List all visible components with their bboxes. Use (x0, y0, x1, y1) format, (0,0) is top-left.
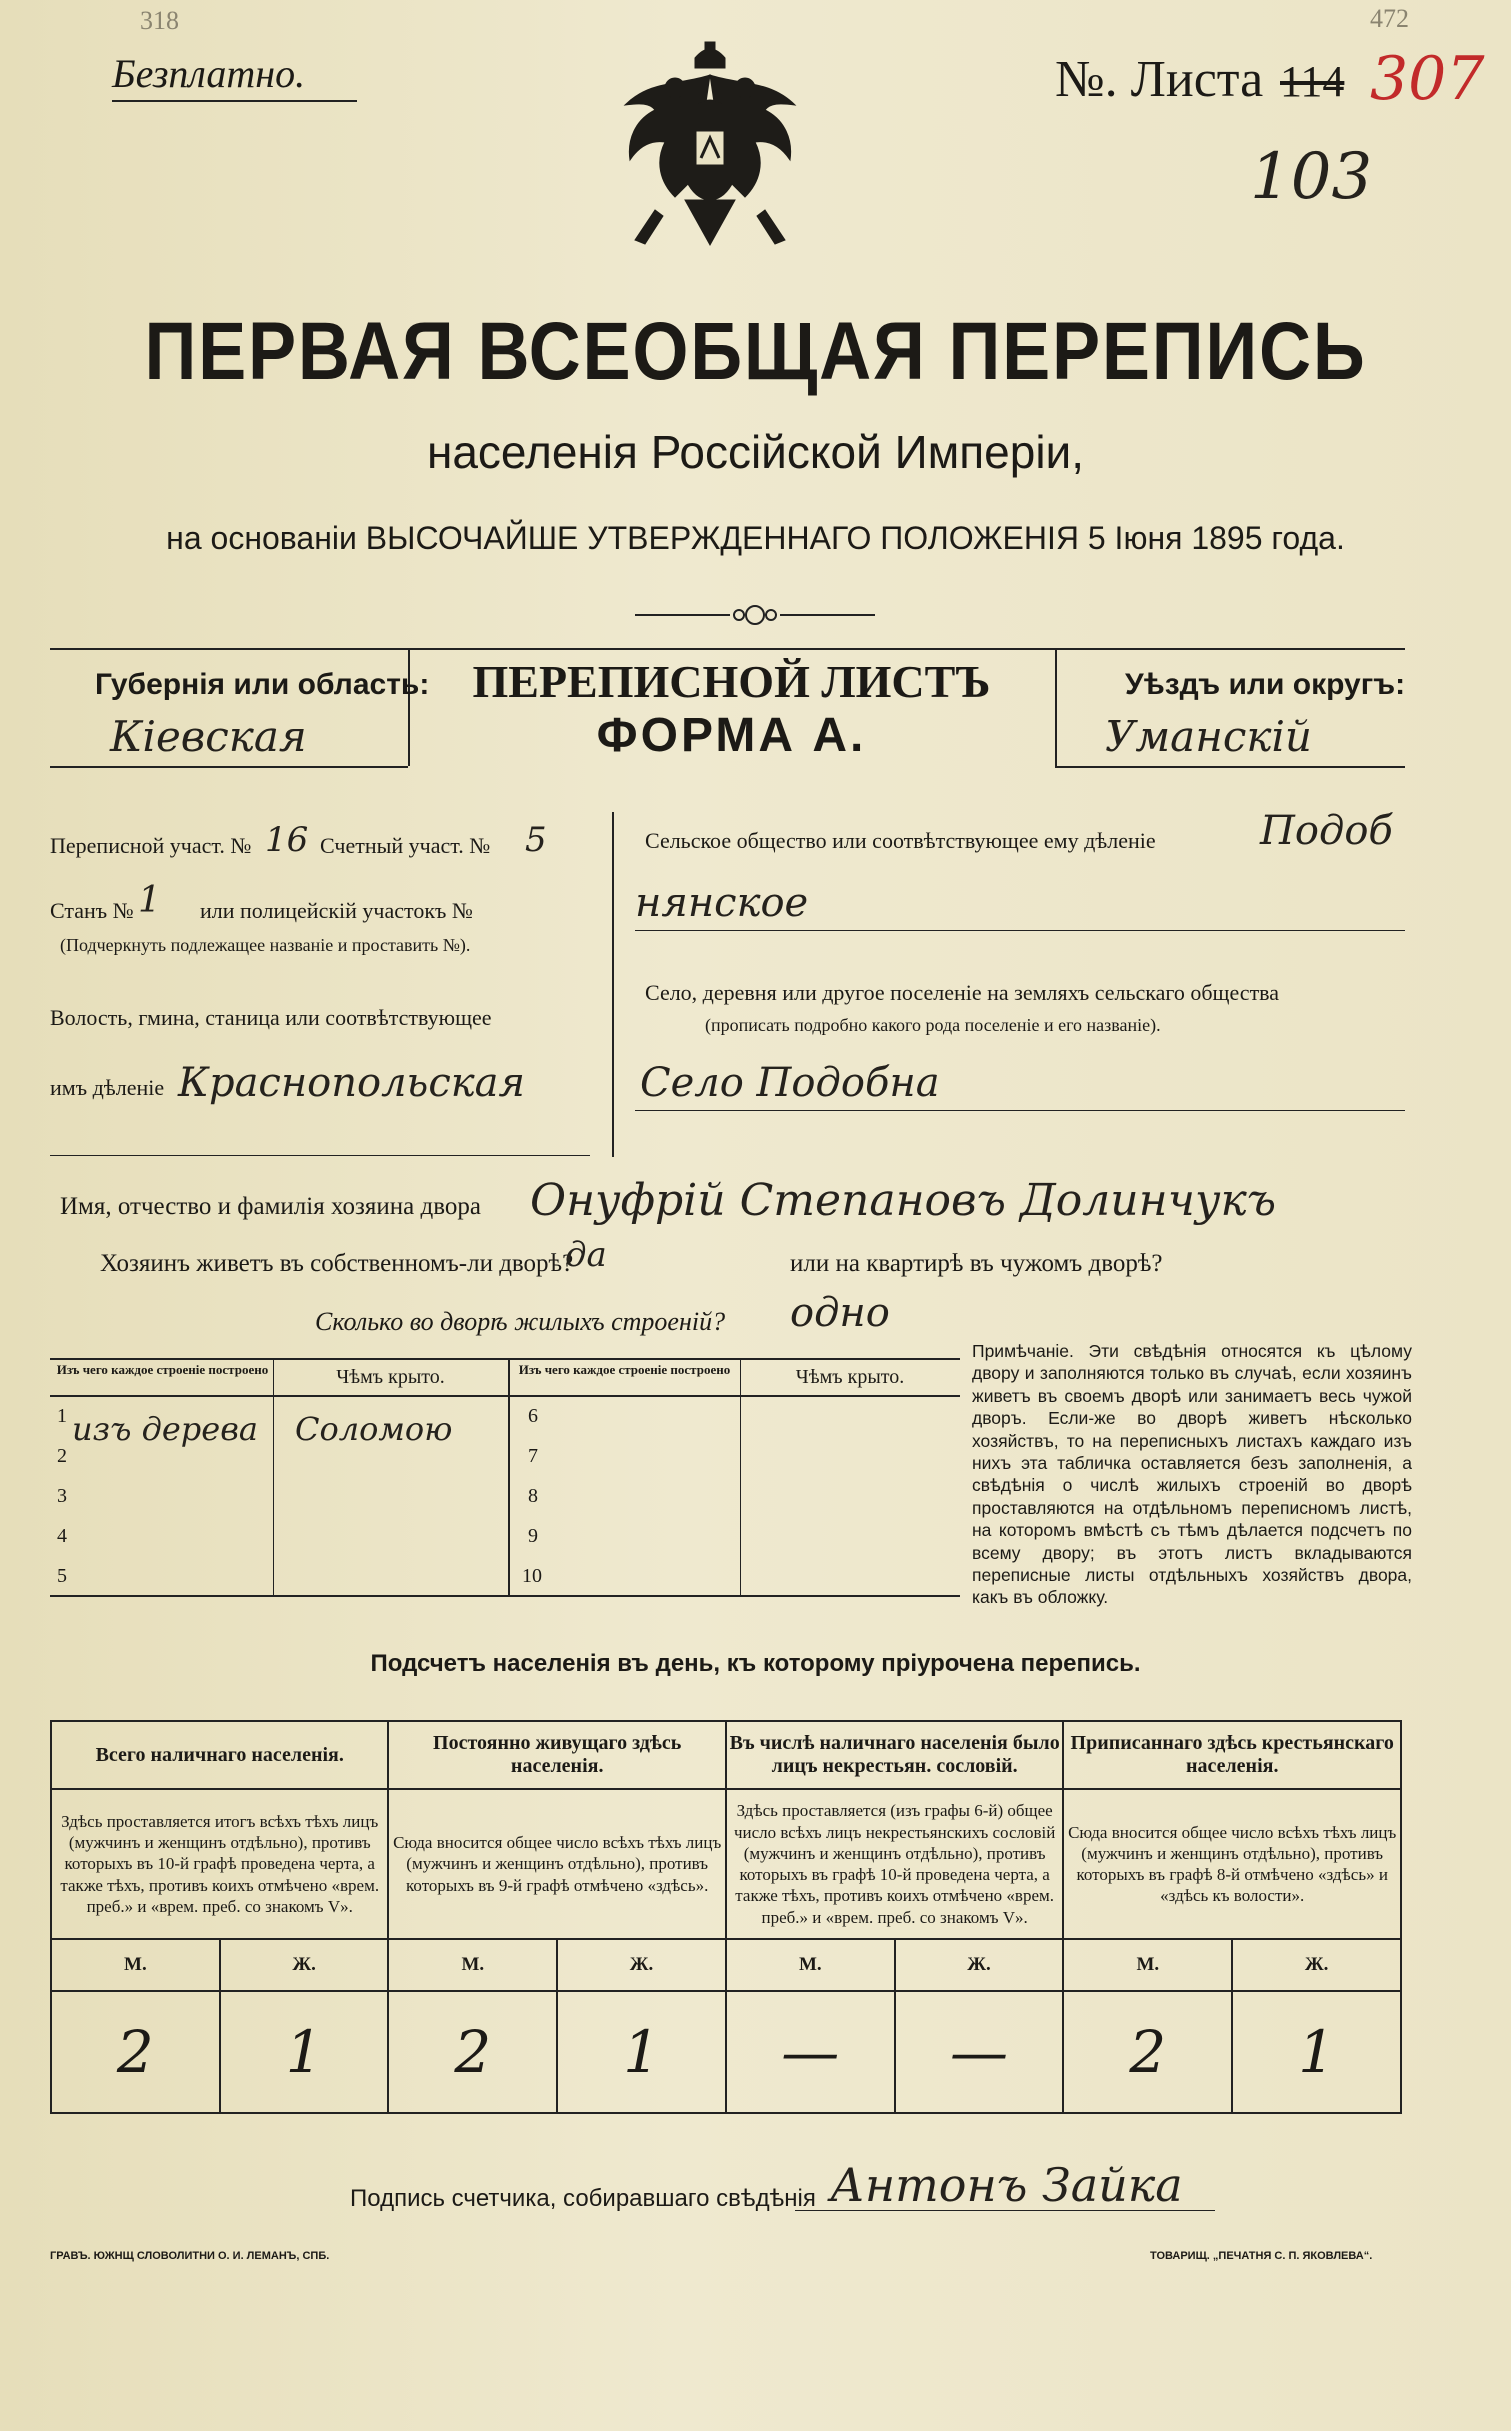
buildings-count-label: Сколько во дворѣ жилыхъ строеній? (315, 1307, 726, 1336)
signature-line (795, 2210, 1215, 2211)
legal-basis: на основаніи ВЫСОЧАЙШЕ УТВЕРЖДЕННАГО ПОЛОЖЕНІЯ 5 Іюня 1895 года. (166, 520, 1345, 556)
total-female-count: 1 (220, 1991, 389, 2113)
buildings-table-header-rule (50, 1395, 960, 1397)
population-heading: Подсчетъ населенія въ день, къ которому пріурочена перепись. (370, 1650, 1141, 1677)
female-header: Ж. (557, 1939, 726, 1991)
total-population-desc: Здѣсь проставляется итогъ всѣхъ тѣхъ лицъ (мужчинъ и женщинъ отдѣльно), противъ которыхъ въ 10-й графѣ проведена черта, а также тѣхъ, противъ коихъ отмѣчено «врем. преб.» и «врем. преб. со знакомъ V». (51, 1789, 388, 1939)
district-value: Уманскій (1105, 712, 1312, 761)
archive-number: 103 (1250, 140, 1373, 214)
society-value: Подоб (1260, 808, 1393, 854)
buildings-col-divider-2 (508, 1358, 510, 1597)
buildings-note: Примѣчаніе. Эти свѣдѣнія относятся къ цѣлому двору и заполняются только въ случаѣ, если хозяинъ живетъ въ своемъ дворѣ или занимаетъ весь чужой дворъ. Если-же во дворѣ живетъ нѣсколько хозяйствъ, то на переписныхъ листахъ каждаго изъ нихъ эта табличка оставляется безъ заполненія, а свѣдѣнія о числѣ жилыхъ строеній во дворѣ проставляются на отдѣльномъ переписномъ листѣ, на которомъ вмѣстѣ съ тѣмъ дѣлается подсчетъ по всему двору; въ этотъ листъ вкладываются переписные листы отдѣльныхъ хозяйствъ двора, какъ въ обложку. (972, 1341, 1412, 1608)
female-header: Ж. (895, 1939, 1064, 1991)
volost-division-label: имъ дѣленіе (50, 1075, 165, 1100)
province-value: Кіевская (110, 712, 307, 761)
total-population-title: Всего наличнаго населенія. (51, 1721, 388, 1789)
society-label: Сельское общество или соотвѣтствующее ему дѣленіе (645, 828, 1156, 853)
left-block-bottom-rule (50, 1155, 590, 1156)
village-label: Село, деревня или другое поселеніе на земляхъ сельскаго общества (645, 980, 1280, 1005)
footer-printer: ТОВАРИЩ. „ПЕЧАТНЯ С. П. ЯКОВЛЕВА“. (1150, 2250, 1373, 2262)
corner-number-left: 318 (140, 6, 179, 35)
subtitle: населенія Россійской Имперіи, (426, 426, 1085, 478)
building-row-number: 5 (57, 1565, 67, 1587)
male-header: М. (726, 1939, 895, 1991)
enumerator-signature: Антонъ Зайка (830, 2158, 1183, 2212)
footer-engraver: ГРАВЪ. ЮЖНЩ СЛОВОЛИТНИ О. И. ЛЕМАНЪ, СПБ. (50, 2250, 330, 2262)
registered-female-count: 1 (1232, 1991, 1401, 2113)
province-label: Губернія или область: (95, 668, 430, 701)
non-peasant-population-title: Въ числѣ наличнаго населенія было лицъ некрестьян. сословій. (726, 1721, 1064, 1789)
society-rule (635, 930, 1405, 931)
non-peasant-female-count: — (895, 1991, 1064, 2113)
permanent-male-count: 2 (388, 1991, 557, 2113)
building-row-number: 4 (57, 1525, 67, 1547)
female-header: Ж. (1232, 1939, 1401, 1991)
signature-label: Подпись счетчика, собиравшаго свѣдѣнія (350, 2185, 816, 2212)
sheet-number-struck: 114 (1280, 57, 1345, 106)
village-value: Село Подобна (640, 1060, 940, 1106)
volost-label: Волость, гмина, станица или соотвѣтствующее (50, 1005, 492, 1030)
form-type: ФОРМА А. (596, 709, 867, 762)
count-area-label: Счетный участ. № (320, 833, 491, 858)
buildings-col-divider-3 (740, 1358, 741, 1597)
non-peasant-population-desc: Здѣсь проставляется (изъ графы 6-й) общее число всѣхъ лицъ некрестьянскихъ сословій (мужчинъ и женщинъ отдѣльно), противъ которыхъ въ графѣ 10-й проведена черта, а также тѣхъ, противъ коихъ отмѣчено «врем. преб.» и «врем. преб. со знакомъ V». (726, 1789, 1064, 1939)
building-row-number: 6 (528, 1405, 538, 1427)
building-row-number: 3 (57, 1485, 67, 1507)
building-row-number: 10 (522, 1565, 542, 1587)
own-yard-value: да (565, 1235, 607, 1275)
buildings-roof-header-left: Чѣмъ крыто. (336, 1366, 445, 1388)
buildings-count-value: одно (790, 1290, 890, 1336)
non-peasant-male-count: — (726, 1991, 895, 2113)
form-name: ПЕРЕПИСНОЙ ЛИСТЪ (472, 656, 991, 707)
society-value-continued: нянское (635, 880, 809, 926)
building-row-number: 8 (528, 1485, 538, 1507)
male-header: М. (1063, 1939, 1232, 1991)
owner-name-label: Имя, отчество и фамилія хозяина двора (60, 1193, 481, 1220)
district-label: Уѣздъ или округъ: (1125, 668, 1406, 701)
police-area-label: или полицейскій участокъ № (200, 898, 473, 923)
form-header-top-rule (50, 648, 1405, 650)
stan-value: 1 (138, 880, 161, 921)
building-row-number: 1 (57, 1405, 67, 1427)
population-table (50, 1720, 1402, 2114)
registered-male-count: 2 (1063, 1991, 1232, 2113)
total-male-count: 2 (51, 1991, 220, 2113)
buildings-roof-header-right: Чѣмъ крыто. (795, 1366, 905, 1388)
building-row-roof: Соломою (295, 1410, 453, 1448)
corner-number-right: 472 (1370, 4, 1409, 33)
form-header-bottom-left (50, 766, 408, 768)
form-header-divider-right (1055, 648, 1057, 766)
buildings-col-divider-1 (273, 1358, 274, 1597)
owner-name-value: Онуфрій Степановъ Долинчукъ (530, 1175, 1277, 1226)
count-area-value: 5 (525, 820, 547, 860)
permanent-female-count: 1 (557, 1991, 726, 2113)
form-header-bottom-right (1055, 766, 1405, 768)
sheet-number-red: 307 (1370, 44, 1485, 114)
ornament-divider-icon (635, 600, 875, 630)
registered-peasant-population-desc: Сюда вносится общее число всѣхъ тѣхъ лицъ (мужчинъ и женщинъ отдѣльно), противъ которыхъ въ графѣ 8-й отмѣчено «здѣсь» и «здѣсь къ волости». (1063, 1789, 1401, 1939)
female-header: Ж. (220, 1939, 389, 1991)
own-yard-label: Хозяинъ живетъ въ собственномъ-ли дворѣ? (100, 1250, 574, 1277)
stan-label: Станъ № (50, 898, 134, 923)
free-label-underline (112, 100, 357, 102)
male-header: М. (51, 1939, 220, 1991)
building-row-number: 9 (528, 1525, 538, 1547)
rented-yard-label: или на квартирѣ въ чужомъ дворѣ? (790, 1250, 1163, 1277)
registered-peasant-population-title: Приписаннаго здѣсь крестьянскаго населенія. (1063, 1721, 1401, 1789)
volost-value: Краснопольская (178, 1060, 525, 1106)
permanent-population-title: Постоянно живущаго здѣсь населенія. (388, 1721, 725, 1789)
buildings-table-top (50, 1358, 960, 1360)
building-row-number: 2 (57, 1445, 67, 1467)
main-title: ПЕРВАЯ ВСЕОБЩАЯ ПЕРЕПИСЬ (144, 306, 1367, 397)
village-rule (635, 1110, 1405, 1111)
buildings-material-header-right: Изъ чего каждое строеніе построено (518, 1362, 731, 1377)
village-note: (прописать подробно какого рода поселеніе и его названіе). (705, 1015, 1161, 1035)
male-header: М. (388, 1939, 557, 1991)
buildings-table-bottom (50, 1595, 960, 1597)
underline-note: (Подчеркнуть подлежащее названіе и проставить №). (60, 935, 471, 955)
census-area-label: Переписной участ. № (50, 833, 252, 858)
building-row-number: 7 (528, 1445, 538, 1467)
free-label: Безплатно. (112, 51, 306, 96)
buildings-material-header-left: Изъ чего каждое строеніе построено (56, 1362, 269, 1377)
sheet-number-label: №. Листа (1055, 51, 1264, 108)
permanent-population-desc: Сюда вносится общее число всѣхъ тѣхъ лицъ (мужчинъ и женщинъ отдѣльно), противъ которыхъ въ 9-й графѣ отмѣчено «здѣсь». (388, 1789, 725, 1939)
census-area-value: 16 (265, 820, 309, 860)
double-headed-eagle-emblem (615, 40, 805, 265)
block-separator (612, 812, 614, 1157)
building-row-material: изъ дерева (72, 1410, 258, 1448)
